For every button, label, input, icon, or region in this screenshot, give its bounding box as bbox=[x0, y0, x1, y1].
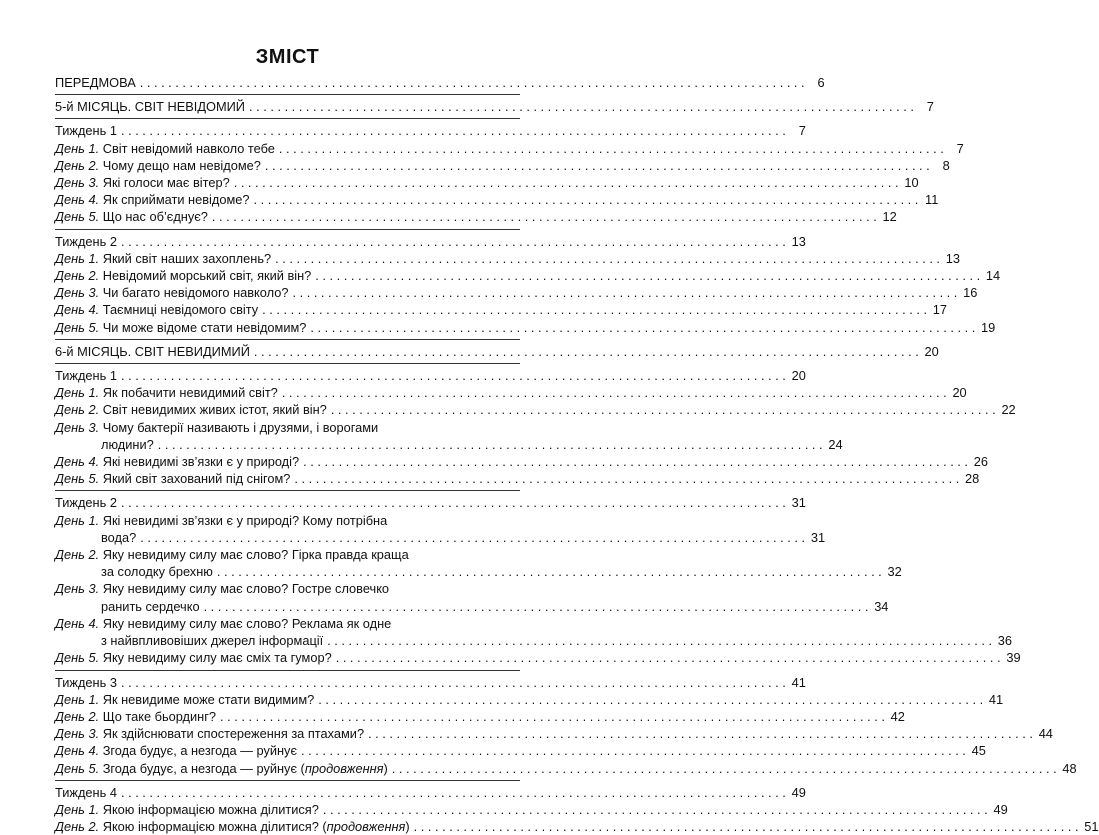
toc-entry-text bbox=[55, 98, 245, 115]
toc-entry-title: Що нас об’єднує? bbox=[99, 209, 208, 225]
dot-leader bbox=[410, 818, 1079, 835]
toc-day-label: День 4. bbox=[55, 615, 100, 631]
section-divider bbox=[55, 363, 520, 364]
toc-page-number: 10 bbox=[904, 175, 919, 191]
toc-page-number: 41 bbox=[791, 674, 806, 690]
toc-page-number: 11 bbox=[925, 192, 939, 208]
toc-entry bbox=[55, 725, 1053, 742]
toc-entry-title: Таємниці невідомого світу bbox=[99, 302, 259, 318]
toc-page-number: 48 bbox=[1062, 760, 1077, 776]
toc-entry-text bbox=[55, 191, 249, 208]
toc-entry-italic: продовження bbox=[326, 819, 406, 835]
toc-entry bbox=[55, 649, 1021, 666]
toc-day-label: День 3. bbox=[55, 581, 100, 597]
toc-entry-title: Чи може відоме стати невідомим? bbox=[99, 319, 307, 335]
toc-entry bbox=[55, 401, 1016, 418]
toc-day-label: День 2. bbox=[55, 268, 100, 284]
dot-leader bbox=[323, 632, 992, 649]
toc-page-number: 20 bbox=[924, 343, 939, 359]
section-divider bbox=[55, 670, 520, 671]
toc-entry bbox=[55, 74, 825, 91]
toc-entry bbox=[55, 801, 1008, 818]
toc-entry bbox=[55, 122, 806, 139]
toc-entry-text bbox=[55, 301, 258, 318]
dot-leader bbox=[216, 708, 885, 725]
toc-page-number: 20 bbox=[952, 385, 967, 401]
toc-page-number: 31 bbox=[810, 529, 826, 545]
section-divider bbox=[55, 94, 520, 95]
toc-page-number: 39 bbox=[1006, 650, 1021, 666]
toc-entry bbox=[55, 436, 843, 453]
dot-leader bbox=[271, 250, 940, 267]
dot-leader bbox=[117, 674, 786, 691]
toc-entry bbox=[55, 494, 806, 511]
toc-entry-text bbox=[55, 284, 288, 301]
toc-day-label: День 2. bbox=[55, 157, 100, 173]
toc-entry-text bbox=[55, 725, 364, 742]
toc-entry bbox=[55, 529, 826, 546]
toc-entry-title: Тиждень 1 bbox=[55, 368, 117, 384]
toc-entry-title: Як здійснювати спостереження за птахами? bbox=[99, 726, 365, 742]
toc-entry-text bbox=[55, 250, 271, 267]
dot-leader bbox=[245, 98, 914, 115]
toc-entry-title: Який світ наших захоплень? bbox=[99, 250, 272, 266]
dot-leader bbox=[208, 208, 877, 225]
dot-leader bbox=[290, 470, 959, 487]
toc-day-label: День 4. bbox=[55, 743, 100, 759]
toc-page-number: 7 bbox=[956, 140, 964, 156]
toc-page-number: 17 bbox=[932, 302, 948, 318]
dot-leader bbox=[117, 122, 786, 139]
dot-leader bbox=[261, 157, 930, 174]
toc-entry bbox=[55, 301, 948, 318]
toc-entry-text: Які невидимі зв’язки є у природі? Кому потрібна bbox=[99, 512, 388, 528]
toc-entry bbox=[55, 157, 950, 174]
toc-entry-text: людини? bbox=[101, 436, 154, 452]
toc-entry-title: Якою інформацією можна ділитися? bbox=[99, 801, 319, 817]
toc-entry-title: ПЕРЕДМОВА bbox=[55, 75, 136, 90]
dot-leader bbox=[275, 140, 944, 157]
dot-leader bbox=[213, 563, 882, 580]
toc-entry bbox=[55, 233, 806, 250]
toc-entry-text bbox=[55, 367, 117, 384]
toc-entry-text: Яку невидиму силу має слово? Реклама як одне bbox=[99, 615, 392, 631]
dot-leader bbox=[288, 284, 957, 301]
toc-page-number: 19 bbox=[981, 319, 996, 335]
dot-leader bbox=[200, 598, 869, 615]
toc-entry-title: Яку невидиму силу має сміх та гумор? bbox=[99, 650, 332, 666]
toc-entry bbox=[55, 208, 897, 225]
toc-day-label: День 3. bbox=[55, 419, 100, 435]
dot-leader bbox=[136, 74, 805, 91]
dot-leader bbox=[332, 649, 1001, 666]
toc-entry-title: Згода будує, а незгода — руйнує ( bbox=[99, 760, 305, 776]
toc-entry-text: за солодку брехню bbox=[101, 564, 213, 580]
toc-entry-title: 5-й МІСЯЦЬ. СВІТ НЕВІДОМИЙ bbox=[55, 99, 246, 115]
toc-entry bbox=[55, 367, 806, 384]
dot-leader bbox=[314, 691, 983, 708]
toc-entry-text bbox=[55, 708, 216, 725]
toc-page-number: 42 bbox=[890, 708, 905, 724]
toc-page-number: 16 bbox=[963, 285, 978, 301]
toc-entry-text bbox=[55, 174, 230, 191]
dot-leader bbox=[258, 301, 927, 318]
toc-page-number: 49 bbox=[791, 784, 806, 800]
toc-day-label: День 1. bbox=[55, 691, 100, 707]
toc-entry-text: Яку невидиму силу має слово? Гостре словечко bbox=[99, 581, 390, 597]
section-divider bbox=[55, 490, 520, 491]
toc-entry-line bbox=[55, 580, 520, 597]
dot-leader bbox=[230, 174, 899, 191]
toc-entry-text bbox=[55, 319, 306, 336]
toc-entry bbox=[55, 708, 905, 725]
toc-entry bbox=[55, 784, 806, 801]
toc-page bbox=[55, 46, 1099, 835]
toc-entry bbox=[55, 343, 939, 360]
toc-day-label: День 4. bbox=[55, 302, 100, 318]
dot-leader bbox=[117, 367, 786, 384]
toc-entry bbox=[55, 384, 967, 401]
toc-entry-title: Що таке бьординг? bbox=[99, 708, 217, 724]
toc-page-number: 7 bbox=[798, 123, 806, 139]
toc-entry bbox=[55, 267, 1001, 284]
toc-day-label: День 5. bbox=[55, 650, 100, 666]
toc-day-label: День 1. bbox=[55, 140, 100, 156]
dot-leader bbox=[299, 453, 968, 470]
toc-entry-line bbox=[55, 615, 520, 632]
toc-day-label: День 1. bbox=[55, 512, 100, 528]
toc-entry-title: Світ невидимих живих істот, який він? bbox=[99, 402, 327, 418]
toc-page-number: 7 bbox=[926, 99, 934, 115]
dot-leader bbox=[327, 401, 996, 418]
toc-page-number: 24 bbox=[828, 436, 843, 452]
toc-entry-text: ранить сердечко bbox=[101, 598, 200, 614]
toc-entry-text bbox=[55, 233, 117, 250]
toc-entry-title: Тиждень 2 bbox=[55, 233, 117, 249]
toc-day-label: День 1. bbox=[55, 250, 100, 266]
toc-entry bbox=[55, 563, 902, 580]
toc-entry-text bbox=[55, 649, 332, 666]
toc-day-label: День 5. bbox=[55, 319, 100, 335]
toc-entry-line bbox=[55, 546, 520, 563]
toc-entry-line bbox=[55, 419, 520, 436]
toc-day-label: День 2. bbox=[55, 402, 100, 418]
toc-entry-title: 6-й МІСЯЦЬ. СВІТ НЕВИДИМИЙ bbox=[55, 343, 250, 359]
toc-page-number: 13 bbox=[945, 250, 960, 266]
toc-entry bbox=[55, 98, 934, 115]
dot-leader bbox=[136, 529, 805, 546]
toc-entry bbox=[55, 598, 889, 615]
dot-leader bbox=[154, 436, 823, 453]
dot-leader bbox=[388, 760, 1057, 777]
toc-entry-title: Чому дещо нам невідоме? bbox=[99, 157, 261, 173]
toc-page-number: 36 bbox=[997, 633, 1013, 649]
toc-entry-text bbox=[55, 494, 117, 511]
toc-day-label: День 4. bbox=[55, 454, 100, 470]
table-of-contents bbox=[55, 74, 1099, 835]
toc-entry-title: Які голоси має вітер? bbox=[99, 175, 230, 191]
toc-entry bbox=[55, 470, 980, 487]
toc-page-number: 45 bbox=[971, 743, 986, 759]
toc-page-number: 6 bbox=[817, 75, 825, 90]
toc-page-number: 20 bbox=[791, 368, 806, 384]
section-divider bbox=[55, 339, 520, 340]
dot-leader bbox=[306, 319, 975, 336]
toc-page-number: 12 bbox=[882, 209, 897, 225]
toc-day-label: День 2. bbox=[55, 819, 100, 835]
toc-entry-title: Невідомий морський світ, який він? bbox=[99, 268, 312, 284]
toc-entry bbox=[55, 674, 806, 691]
dot-leader bbox=[297, 742, 966, 759]
toc-day-label: День 4. bbox=[55, 192, 100, 208]
toc-entry-text bbox=[55, 470, 290, 487]
toc-page-number: 13 bbox=[791, 233, 806, 249]
toc-entry-title: Згода будує, а незгода — руйнує bbox=[99, 743, 297, 759]
toc-entry-title: Які невидимі зв’язки є у природі? bbox=[99, 454, 300, 470]
toc-entry-title: Як невидиме може стати видимим? bbox=[99, 691, 315, 707]
section-divider bbox=[55, 780, 520, 781]
toc-entry-text bbox=[55, 742, 297, 759]
dot-leader bbox=[117, 233, 786, 250]
toc-entry-text bbox=[55, 140, 275, 157]
toc-page-number: 51 bbox=[1084, 819, 1099, 835]
toc-entry bbox=[55, 632, 1013, 649]
toc-entry-text bbox=[55, 453, 299, 470]
toc-day-label: День 2. bbox=[55, 547, 100, 563]
toc-day-label: День 3. bbox=[55, 726, 100, 742]
dot-leader bbox=[364, 725, 1033, 742]
toc-entry-title: Тиждень 2 bbox=[55, 495, 117, 511]
toc-entry bbox=[55, 818, 1099, 835]
toc-entry-text bbox=[55, 267, 311, 284]
dot-leader bbox=[278, 384, 947, 401]
dot-leader bbox=[117, 784, 786, 801]
toc-entry-title: Який світ захований під снігом? bbox=[99, 471, 291, 487]
toc-entry bbox=[55, 174, 919, 191]
toc-page-number: 34 bbox=[874, 598, 889, 614]
dot-leader bbox=[250, 343, 919, 360]
toc-entry-text bbox=[55, 818, 410, 835]
toc-entry bbox=[55, 691, 1004, 708]
toc-page-number: 41 bbox=[988, 691, 1004, 707]
toc-entry-title: Як побачити невидимий світ? bbox=[99, 385, 278, 401]
dot-leader bbox=[117, 494, 786, 511]
toc-day-label: День 1. bbox=[55, 385, 100, 401]
toc-entry bbox=[55, 140, 964, 157]
toc-entry bbox=[55, 319, 996, 336]
toc-day-label: День 2. bbox=[55, 708, 100, 724]
toc-page-number: 14 bbox=[985, 268, 1001, 284]
toc-entry-text bbox=[55, 122, 117, 139]
toc-entry bbox=[55, 250, 960, 267]
toc-page-number: 49 bbox=[993, 801, 1008, 817]
dot-leader bbox=[311, 267, 980, 284]
toc-day-label: День 3. bbox=[55, 175, 100, 191]
section-divider bbox=[55, 229, 520, 230]
toc-entry bbox=[55, 760, 1077, 777]
toc-page-number: 28 bbox=[965, 471, 980, 487]
toc-entry-title: Якою інформацією можна ділитися? ( bbox=[99, 819, 327, 835]
toc-entry-text bbox=[55, 157, 261, 174]
toc-entry-tail: ) bbox=[405, 819, 410, 835]
toc-day-label: День 1. bbox=[55, 801, 100, 817]
toc-entry-text bbox=[55, 674, 117, 691]
toc-entry bbox=[55, 742, 986, 759]
toc-page-number: 8 bbox=[942, 157, 950, 173]
toc-page-number: 31 bbox=[791, 495, 806, 511]
toc-entry-line bbox=[55, 512, 520, 529]
toc-entry-text: Яку невидиму силу має слово? Гірка правда краща bbox=[99, 547, 409, 563]
toc-day-label: День 5. bbox=[55, 760, 100, 776]
toc-entry-tail: ) bbox=[383, 760, 388, 776]
toc-entry-text: вода? bbox=[101, 529, 137, 545]
toc-entry bbox=[55, 284, 978, 301]
toc-entry-text bbox=[55, 384, 278, 401]
toc-entry-title: Світ невідомий навколо тебе bbox=[99, 140, 275, 156]
toc-entry bbox=[55, 191, 939, 208]
toc-entry-text: з найвпливовіших джерел інформації bbox=[101, 633, 324, 649]
toc-entry bbox=[55, 453, 988, 470]
toc-entry-text bbox=[55, 784, 117, 801]
toc-day-label: День 3. bbox=[55, 285, 100, 301]
toc-page-number: 32 bbox=[887, 564, 902, 580]
toc-entry-text bbox=[55, 343, 250, 360]
section-divider bbox=[55, 118, 520, 119]
page-title: ЗМІСТ bbox=[255, 46, 320, 68]
dot-leader bbox=[249, 191, 918, 208]
toc-entry-title: Тиждень 4 bbox=[55, 784, 117, 800]
toc-page-number: 22 bbox=[1001, 402, 1016, 418]
toc-entry-title: Чи багато невідомого навколо? bbox=[99, 285, 289, 301]
toc-entry-text bbox=[55, 401, 327, 418]
toc-entry-title: Тиждень 3 bbox=[55, 674, 117, 690]
toc-day-label: День 5. bbox=[55, 471, 100, 487]
toc-entry-text bbox=[55, 208, 208, 225]
toc-entry-text bbox=[55, 74, 136, 91]
toc-day-label: День 5. bbox=[55, 209, 100, 225]
toc-page-number: 44 bbox=[1038, 726, 1053, 742]
toc-entry-title: Тиждень 1 bbox=[55, 123, 117, 139]
toc-page-number: 26 bbox=[973, 454, 988, 470]
dot-leader bbox=[319, 801, 988, 818]
toc-entry-italic: продовження bbox=[304, 760, 384, 776]
toc-entry-text bbox=[55, 801, 319, 818]
toc-entry-title: Як сприймати невідоме? bbox=[99, 192, 250, 208]
toc-entry-text bbox=[55, 760, 388, 777]
toc-entry-text bbox=[55, 691, 314, 708]
toc-entry-text: Чому бактерії називають і друзями, і ворогами bbox=[99, 419, 379, 435]
